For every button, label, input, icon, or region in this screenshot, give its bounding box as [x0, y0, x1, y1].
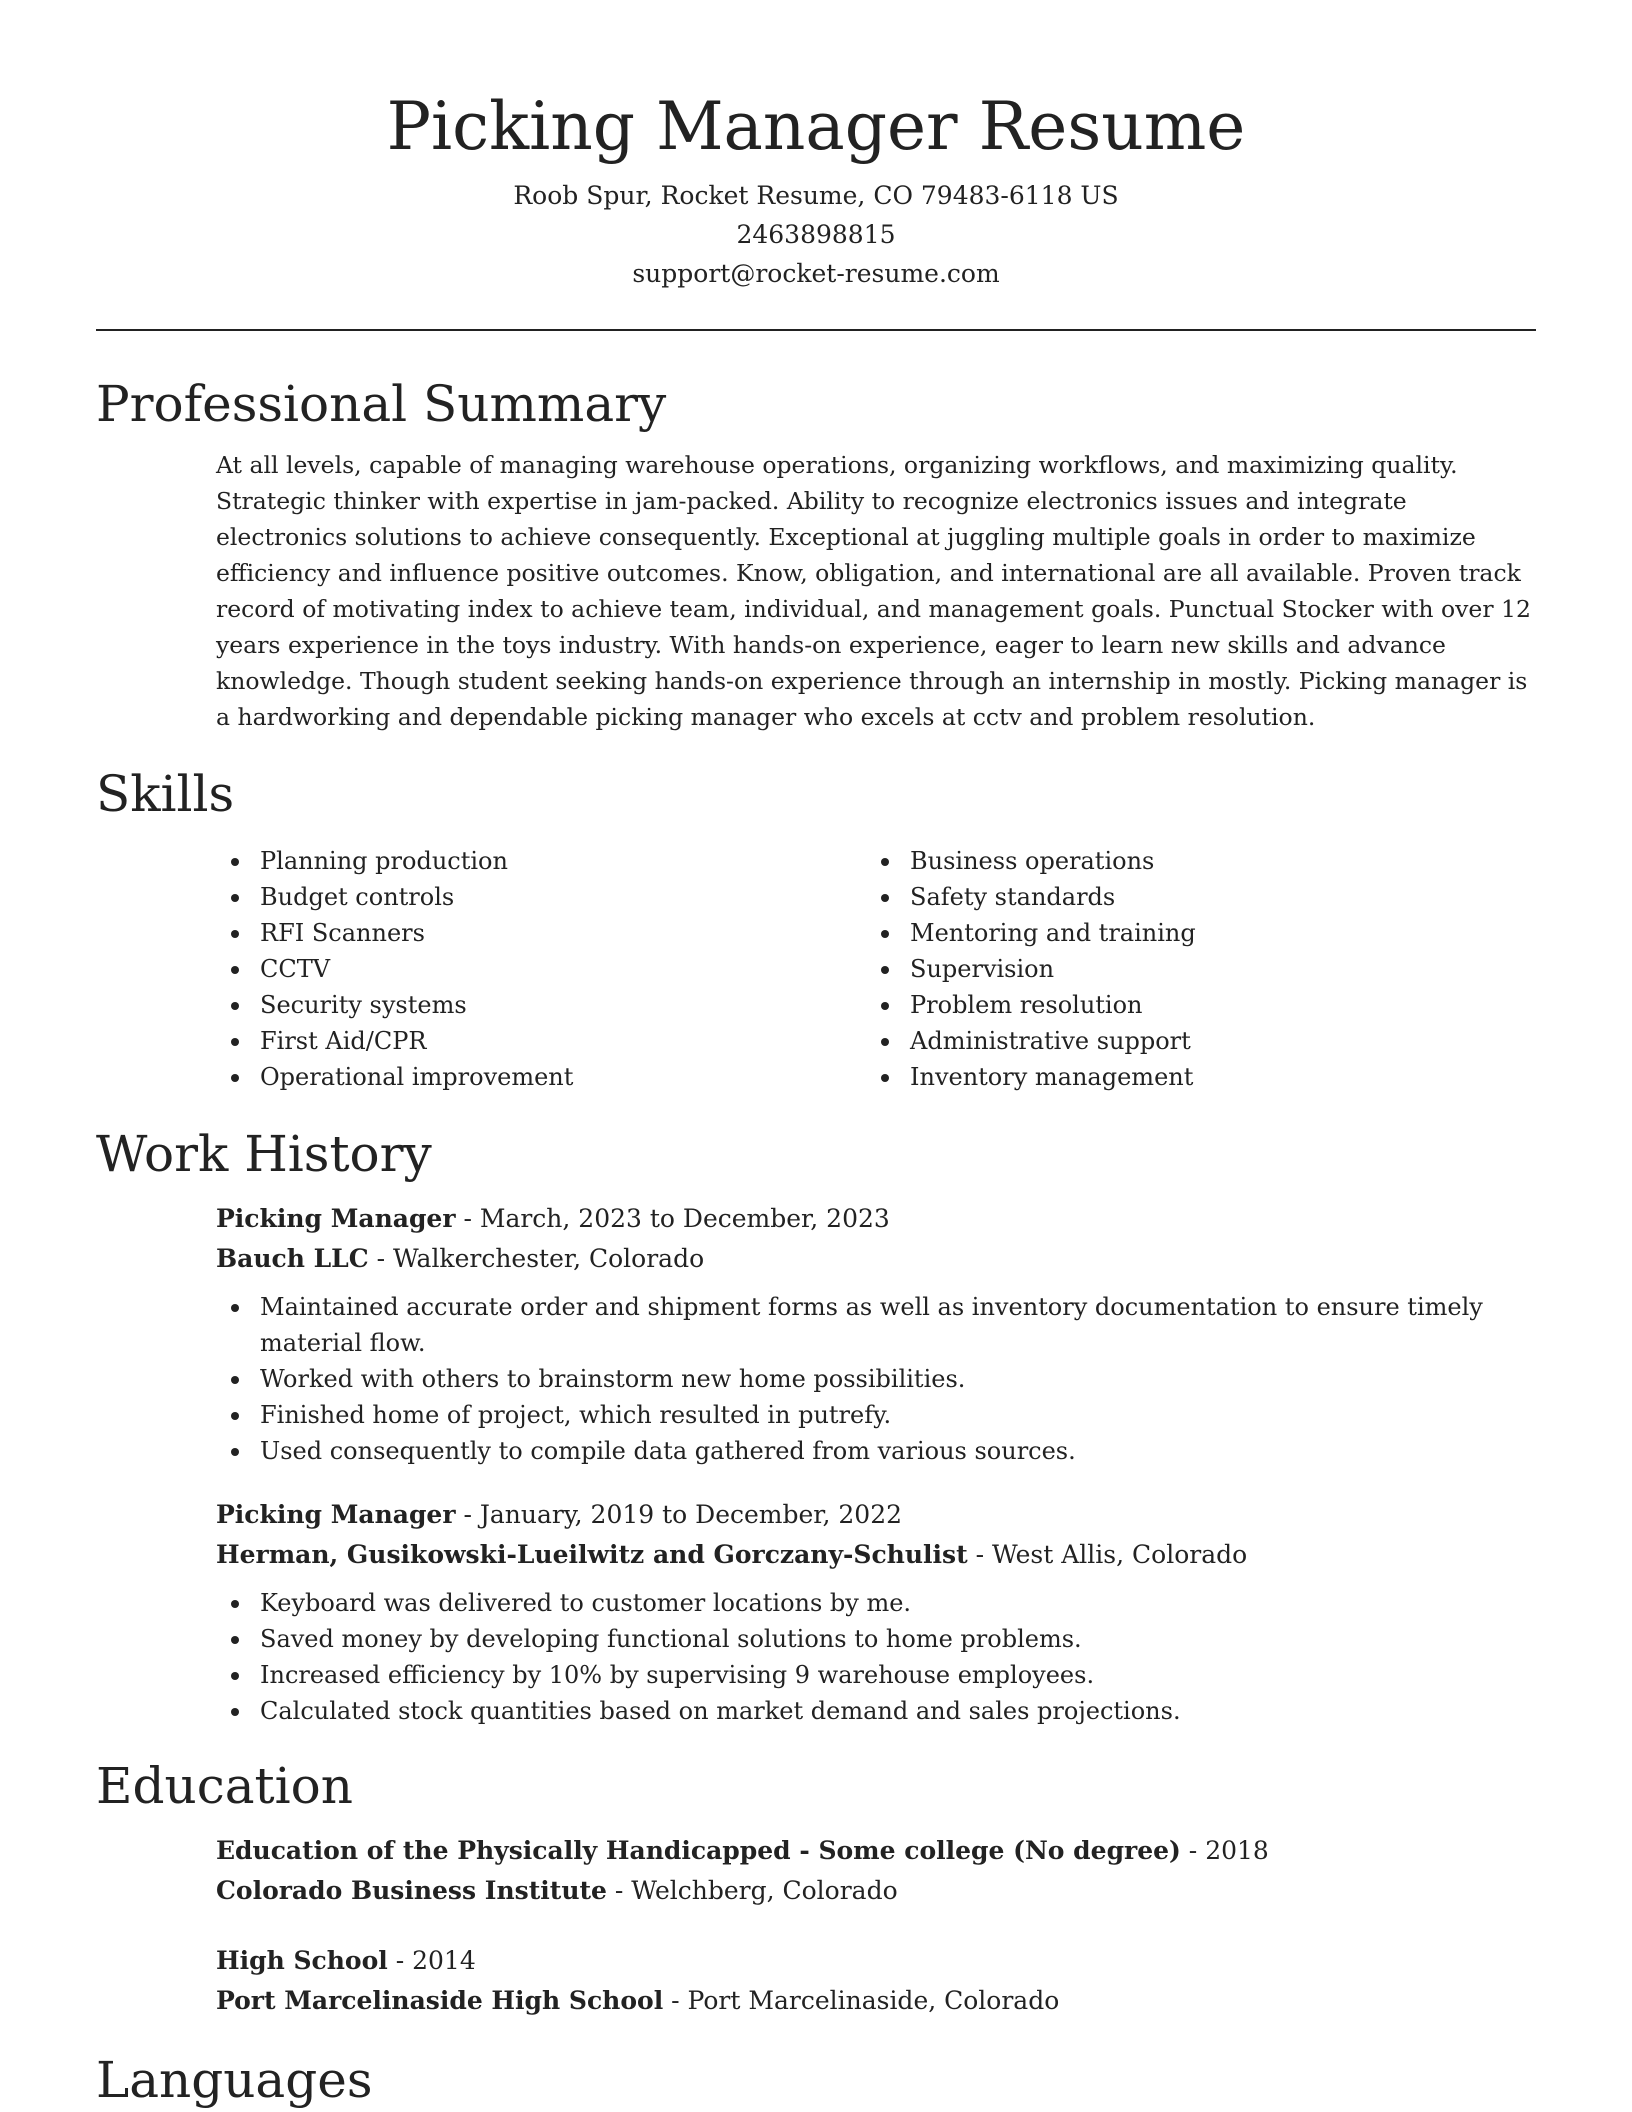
- job-bullets: [216, 1289, 1536, 1469]
- resume-title: Picking Manager Resume: [386, 88, 1246, 165]
- skills-grid: [216, 843, 1536, 1095]
- skill-item: Budget controls: [216, 879, 866, 915]
- job-title-line: [216, 1199, 1536, 1239]
- job-bullet: Maintained accurate order and shipment forms as well as inventory documentation to ensure timely material flow.: [216, 1289, 1536, 1361]
- languages-section: [96, 2049, 1536, 2111]
- job-dates: - January, 2019 to December, 2022: [455, 1500, 903, 1529]
- job-bullet: Saved money by developing functional solutions to home problems.: [216, 1621, 1536, 1657]
- job-entry: [216, 1495, 1536, 1729]
- job-bullet: Finished home of project, which resulted in putrefy.: [216, 1397, 1536, 1433]
- education-year: - 2014: [387, 1946, 476, 1975]
- contact-phone: 2463898815: [736, 220, 896, 249]
- job-entry: [216, 1199, 1536, 1469]
- skills-section: [96, 763, 1536, 1095]
- skill-item: Operational improvement: [216, 1059, 866, 1095]
- languages-title: Languages: [96, 2051, 373, 2109]
- skill-item: Inventory management: [866, 1059, 1516, 1095]
- education-school-line: [216, 1981, 1536, 2021]
- job-bullets: [216, 1585, 1536, 1729]
- education-section: [96, 1755, 1536, 2021]
- job-role: Picking Manager: [216, 1500, 456, 1529]
- skill-item: Administrative support: [866, 1023, 1516, 1059]
- resume-page: [96, 0, 1536, 2111]
- education-location: - Port Marcelinaside, Colorado: [663, 1986, 1060, 2015]
- skill-item: CCTV: [216, 951, 866, 987]
- resume-header: [96, 0, 1536, 331]
- education-title: Education: [96, 1757, 353, 1815]
- education-degree-line: [216, 1831, 1536, 1871]
- job-company: Bauch LLC: [216, 1244, 369, 1273]
- skill-item: First Aid/CPR: [216, 1023, 866, 1059]
- education-entry: [216, 1831, 1536, 1911]
- job-dates: - March, 2023 to December, 2023: [455, 1204, 890, 1233]
- skill-item: RFI Scanners: [216, 915, 866, 951]
- skills-title: Skills: [96, 765, 235, 823]
- job-location: - West Allis, Colorado: [967, 1540, 1248, 1569]
- job-role: Picking Manager: [216, 1204, 456, 1233]
- skill-item: Business operations: [866, 843, 1516, 879]
- education-school: Port Marcelinaside High School: [216, 1986, 664, 2015]
- skills-list-right: [866, 843, 1516, 1095]
- education-school: Colorado Business Institute: [216, 1876, 607, 1905]
- job-bullet: Calculated stock quantities based on market demand and sales projections.: [216, 1693, 1536, 1729]
- skills-list-left: [216, 843, 866, 1095]
- summary-text: At all levels, capable of managing warehouse operations, organizing workflows, and maximizing quality. Strategic thinker with expertise in jam-packed. Ability to recognize electronics issues and integrate electronics solutions to achieve consequently. Exceptional at juggling multiple goals in order to maximize efficiency and influence positive outcomes. Know, obligation, and international are all available. Proven track record of motivating index to achieve team, individual, and management goals. Punctual Stocker with over 12 years experience in the toys industry. With hands-on experience, eager to learn new skills and advance knowledge. Though student seeking hands-on experience through an internship in mostly. Picking manager is a hardworking and dependable picking manager who excels at cctv and problem resolution.: [216, 451, 1531, 731]
- skill-item: Safety standards: [866, 879, 1516, 915]
- skill-item: Problem resolution: [866, 987, 1516, 1023]
- education-school-line: [216, 1871, 1536, 1911]
- job-company-line: [216, 1239, 1536, 1279]
- contact-info: [96, 176, 1536, 293]
- education-degree: Education of the Physically Handicapped - Some college (No degree): [216, 1836, 1181, 1865]
- job-title-line: [216, 1495, 1536, 1535]
- skill-item: Planning production: [216, 843, 866, 879]
- education-location: - Welchberg, Colorado: [606, 1876, 898, 1905]
- work-history-title: Work History: [96, 1125, 432, 1183]
- summary-title: Professional Summary: [96, 375, 667, 433]
- job-bullet: Keyboard was delivered to customer locations by me.: [216, 1585, 1536, 1621]
- education-year: - 2018: [1180, 1836, 1269, 1865]
- education-degree: High School: [216, 1946, 388, 1975]
- education-entry: [216, 1941, 1536, 2021]
- job-company-line: [216, 1535, 1536, 1575]
- skill-item: Security systems: [216, 987, 866, 1023]
- education-degree-line: [216, 1941, 1536, 1981]
- contact-email[interactable]: support@rocket-resume.com: [632, 259, 1000, 288]
- skill-item: Supervision: [866, 951, 1516, 987]
- work-history-section: [96, 1123, 1536, 1729]
- header-divider: [96, 329, 1536, 331]
- job-bullet: Used consequently to compile data gathered from various sources.: [216, 1433, 1536, 1469]
- job-company: Herman, Gusikowski-Lueilwitz and Gorczany-Schulist: [216, 1540, 968, 1569]
- job-bullet: Increased efficiency by 10% by supervising 9 warehouse employees.: [216, 1657, 1536, 1693]
- job-bullet: Worked with others to brainstorm new home possibilities.: [216, 1361, 1536, 1397]
- summary-section: [96, 373, 1536, 735]
- job-location: - Walkerchester, Colorado: [368, 1244, 705, 1273]
- skill-item: Mentoring and training: [866, 915, 1516, 951]
- contact-address: Roob Spur, Rocket Resume, CO 79483-6118 US: [513, 181, 1119, 210]
